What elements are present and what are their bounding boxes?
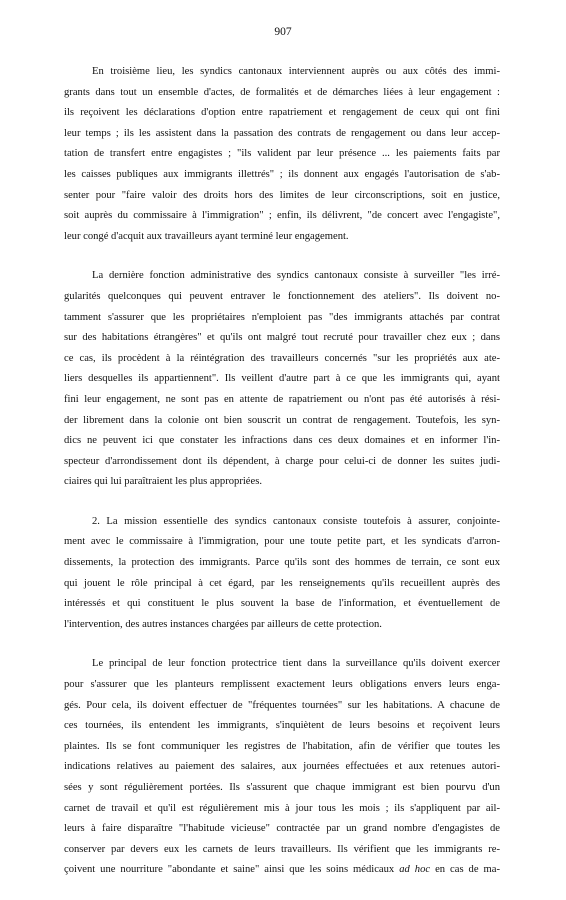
paragraph-troisieme-lieu [64,62,500,247]
text-line: leur temps ; ils les assistent dans la passation des contrats de rengagement ou dans leur accep- [64,127,500,139]
text-line: leur congé d'acquit aux travailleurs ayant terminé leur engagement. [64,230,349,242]
text-line: ce cas, ils procèdent à la réintégration des travailleurs concernés "sur les propriétés aux ate- [64,352,500,364]
text-line: ment avec le commissaire à l'immigration, pour une toute petite part, et les syndicats d'arron- [64,536,500,548]
text-line: senter pour "faire valoir des droits hors des limites de leur circonscriptions, soit en justice, [64,189,500,201]
text-line: tamment s'assurer que les propriétaires n'emploient pas "des immigrants attachés par contrat [64,311,500,323]
text-segment: en cas de ma- [430,864,500,876]
text-line: ciaires qui lui paraîtraient les plus appropriées. [64,476,262,488]
text-line: 2. La mission essentielle des syndics cantonaux consiste toutefois à assurer, conjointe- [92,515,500,527]
text-line: pour s'assurer que les planteurs remplissent exactement leurs obligations envers leurs enga- [64,679,500,691]
text-line: les caisses publiques aux immigrants illettrés" ; ils donnent aux engagés l'autorisation de s'ab- [64,168,500,180]
text-line: ces tournées, ils entendent les immigrants, s'inquiètent de leurs besoins et reçoivent leurs [64,720,500,732]
text-line: sées y sont régulièrement portées. Ils s'assurent que chaque immigrant est bien pourvu d'un [64,782,500,793]
document-body [64,62,500,900]
latin-term: ad hoc [399,864,431,876]
text-line: La dernière fonction administrative des syndics cantonaux consiste à surveiller "les irré- [92,270,500,282]
text-line: intéressés et qui constituent le plus souvent la base de l'information, et éventuellement de [64,598,500,610]
text-line: En troisième lieu, les syndics cantonaux interviennent auprès ou aux côtés des immi- [92,66,500,77]
text-line: qui jouent le rôle principal à cet égard, par les renseignements qu'ils recueillent auprès des [64,577,500,589]
text-line: sur des habitations étrangères" et qu'ils ont malgré tout recruté pour travailler chez eux ; dans [64,332,500,344]
text-line: soit auprès du commissaire à l'immigration" ; enfin, ils délivrent, "de concert avec l'engagiste", [64,210,500,222]
paragraph-mission-essentielle [64,512,500,636]
text-line: fini leur engagement, ne sont pas en attente de rapatriement ou n'ont pas été autorisés à rési- [64,393,500,405]
text-line [64,860,500,881]
text-line: l'intervention, des autres instances chargées par ailleurs de cette protection. [64,618,382,630]
page-number: 907 [274,26,292,38]
text-line: plaintes. Ils se font communiquer les registres de l'habitation, afin de vérifier que toutes les [64,740,500,752]
text-line: dics ne peuvent ici que constater les infractions dans ces deux domaines et en informer l'in- [64,435,500,447]
text-line: tation de transfert entre engagistes ; "ils valident par leur présence ... les paiements faits par [64,148,500,160]
text-line: der librement dans la colonie ont bien souscrit un contrat de rengagement. Toutefois, les syn- [64,414,500,426]
text-segment: çoivent une nourriture "abondante et saine" ainsi que les soins médicaux [64,864,400,876]
text-line: Le principal de leur fonction protectrice tient dans la surveillance qu'ils doivent exercer [92,658,500,670]
text-line: specteur d'arrondissement dont ils dépendent, à charge pour celui-ci de donner les suites judi- [64,455,500,467]
paragraph-fonction-protectrice [64,654,500,881]
text-line: leurs à faire disparaître "l'habitude vicieuse" contractée par un grand nombre d'engagistes de [64,823,500,835]
paragraph-derniere-fonction [64,266,500,493]
text-line: carnet de travail et qu'il est régulièrement mis à jour tous les mois ; ils s'appliquent par ail- [64,802,500,814]
text-line: grants dans tout un ensemble d'actes, de formalités et de démarches liées à leur engagement : [64,86,500,98]
text-line: conserver par devers eux les carnets de leurs travailleurs. Ils vérifient que les immigrants re- [64,843,500,855]
text-line: indications relatives au paiement des salaires, aux journées effectuées et aux retenues autori- [64,761,500,773]
text-line: dissements, la protection des immigrants. Parce qu'ils sont des hommes de terrain, ce sont eux [64,557,500,569]
text-line: gularités quelconques qui peuvent entraver le fonctionnement des ateliers". Ils doivent no- [64,290,500,302]
text-line: ils reçoivent les déclarations d'option entre rapatriement et rengagement de ceux qui ont fini [64,107,500,119]
text-line: liers desquelles ils appartiennent". Ils veillent d'autre part à ce que les immigrants qui, ayant [64,373,500,385]
text-line: gés. Pour cela, ils doivent effectuer de "fréquentes tournées" sur les habitations. A chacune de [64,699,500,711]
